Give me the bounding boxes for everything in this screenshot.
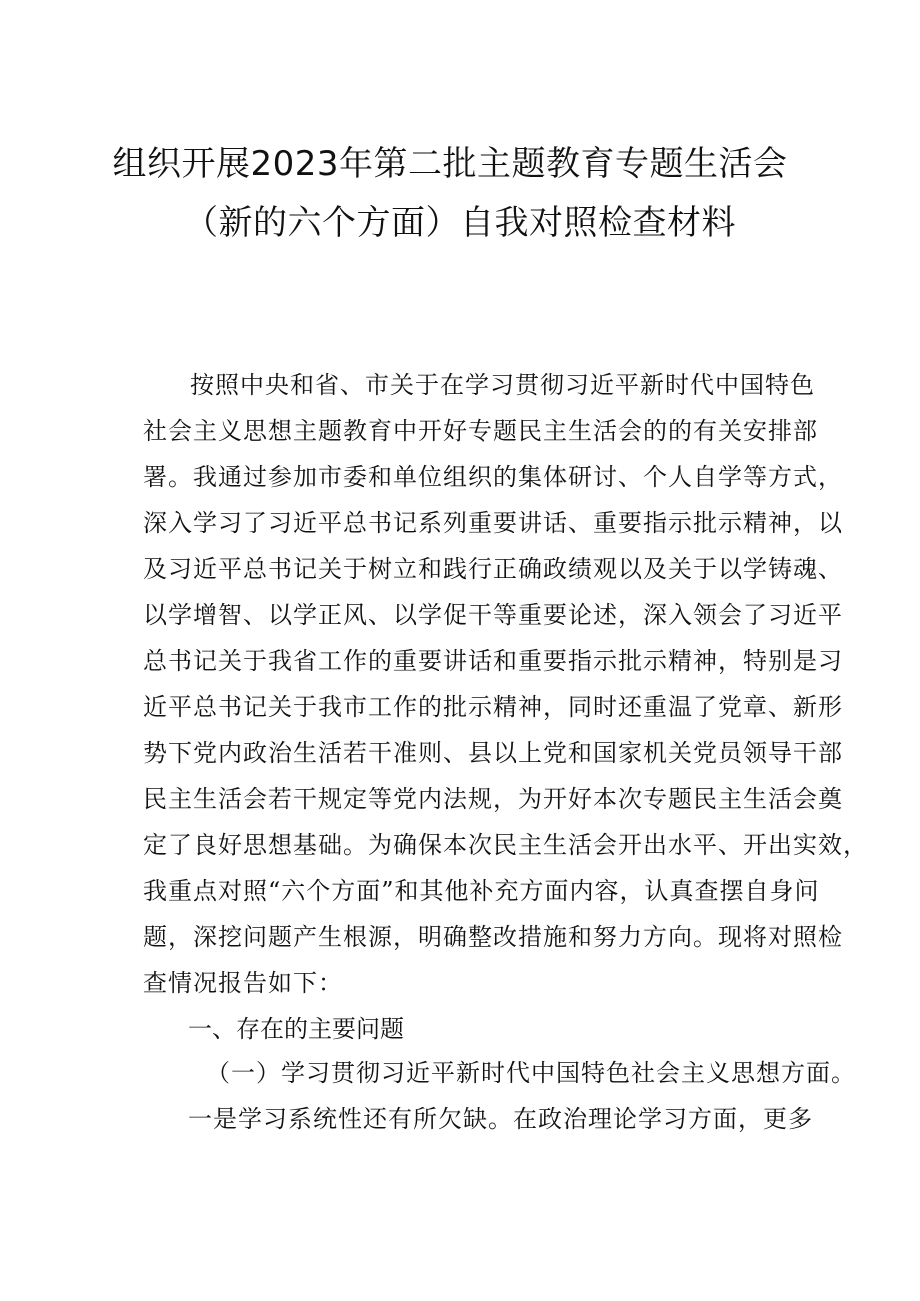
paragraph-line: 及习近平总书记关于树立和践行正确政绩观以及关于以学铸魂、 bbox=[143, 555, 843, 583]
paragraph-line: 我重点对照“六个方面”和其他补充方面内容，认真查摆自身问 bbox=[143, 877, 820, 905]
document-title-line1: 组织开展2023年第二批主题教育专题生活会 bbox=[112, 144, 788, 184]
paragraph-line: 署。我通过参加市委和单位组织的集体研讨、个人自学等方式， bbox=[143, 463, 843, 491]
document-title-line2: （新的六个方面）自我对照检查材料 bbox=[184, 203, 736, 243]
paragraph-line: 题，深挖问题产生根源，明确整改措施和努力方向。现将对照检 bbox=[143, 923, 843, 951]
paragraph-line: 定了良好思想基础。为确保本次民主生活会开出水平、开出实效， bbox=[143, 831, 868, 859]
paragraph-line: 近平总书记关于我市工作的批示精神，同时还重温了党章、新形 bbox=[143, 693, 843, 721]
section-heading: 一、存在的主要问题 bbox=[188, 1015, 404, 1043]
paragraph-line: 一是学习系统性还有所欠缺。在政治理论学习方面，更多 bbox=[188, 1105, 813, 1133]
paragraph-line: 总书记关于我省工作的重要讲话和重要指示批示精神，特别是习 bbox=[143, 647, 843, 675]
paragraph-line: 按照中央和省、市关于在学习贯彻习近平新时代中国特色 bbox=[190, 371, 815, 399]
paragraph-line: 深入学习了习近平总书记系列重要讲话、重要指示批示精神，以 bbox=[143, 509, 843, 537]
paragraph-line: 社会主义思想主题教育中开好专题民主生活会的的有关安排部 bbox=[143, 417, 818, 445]
paragraph-line: 民主生活会若干规定等党内法规，为开好本次专题民主生活会奠 bbox=[143, 785, 843, 813]
paragraph-line: 以学增智、以学正风、以学促干等重要论述，深入领会了习近平 bbox=[143, 601, 843, 629]
subsection-heading: （一）学习贯彻习近平新时代中国特色社会主义思想方面。 bbox=[206, 1059, 856, 1087]
paragraph-line: 查情况报告如下： bbox=[143, 969, 343, 997]
paragraph-line: 势下党内政治生活若干准则、县以上党和国家机关党员领导干部 bbox=[143, 739, 843, 767]
